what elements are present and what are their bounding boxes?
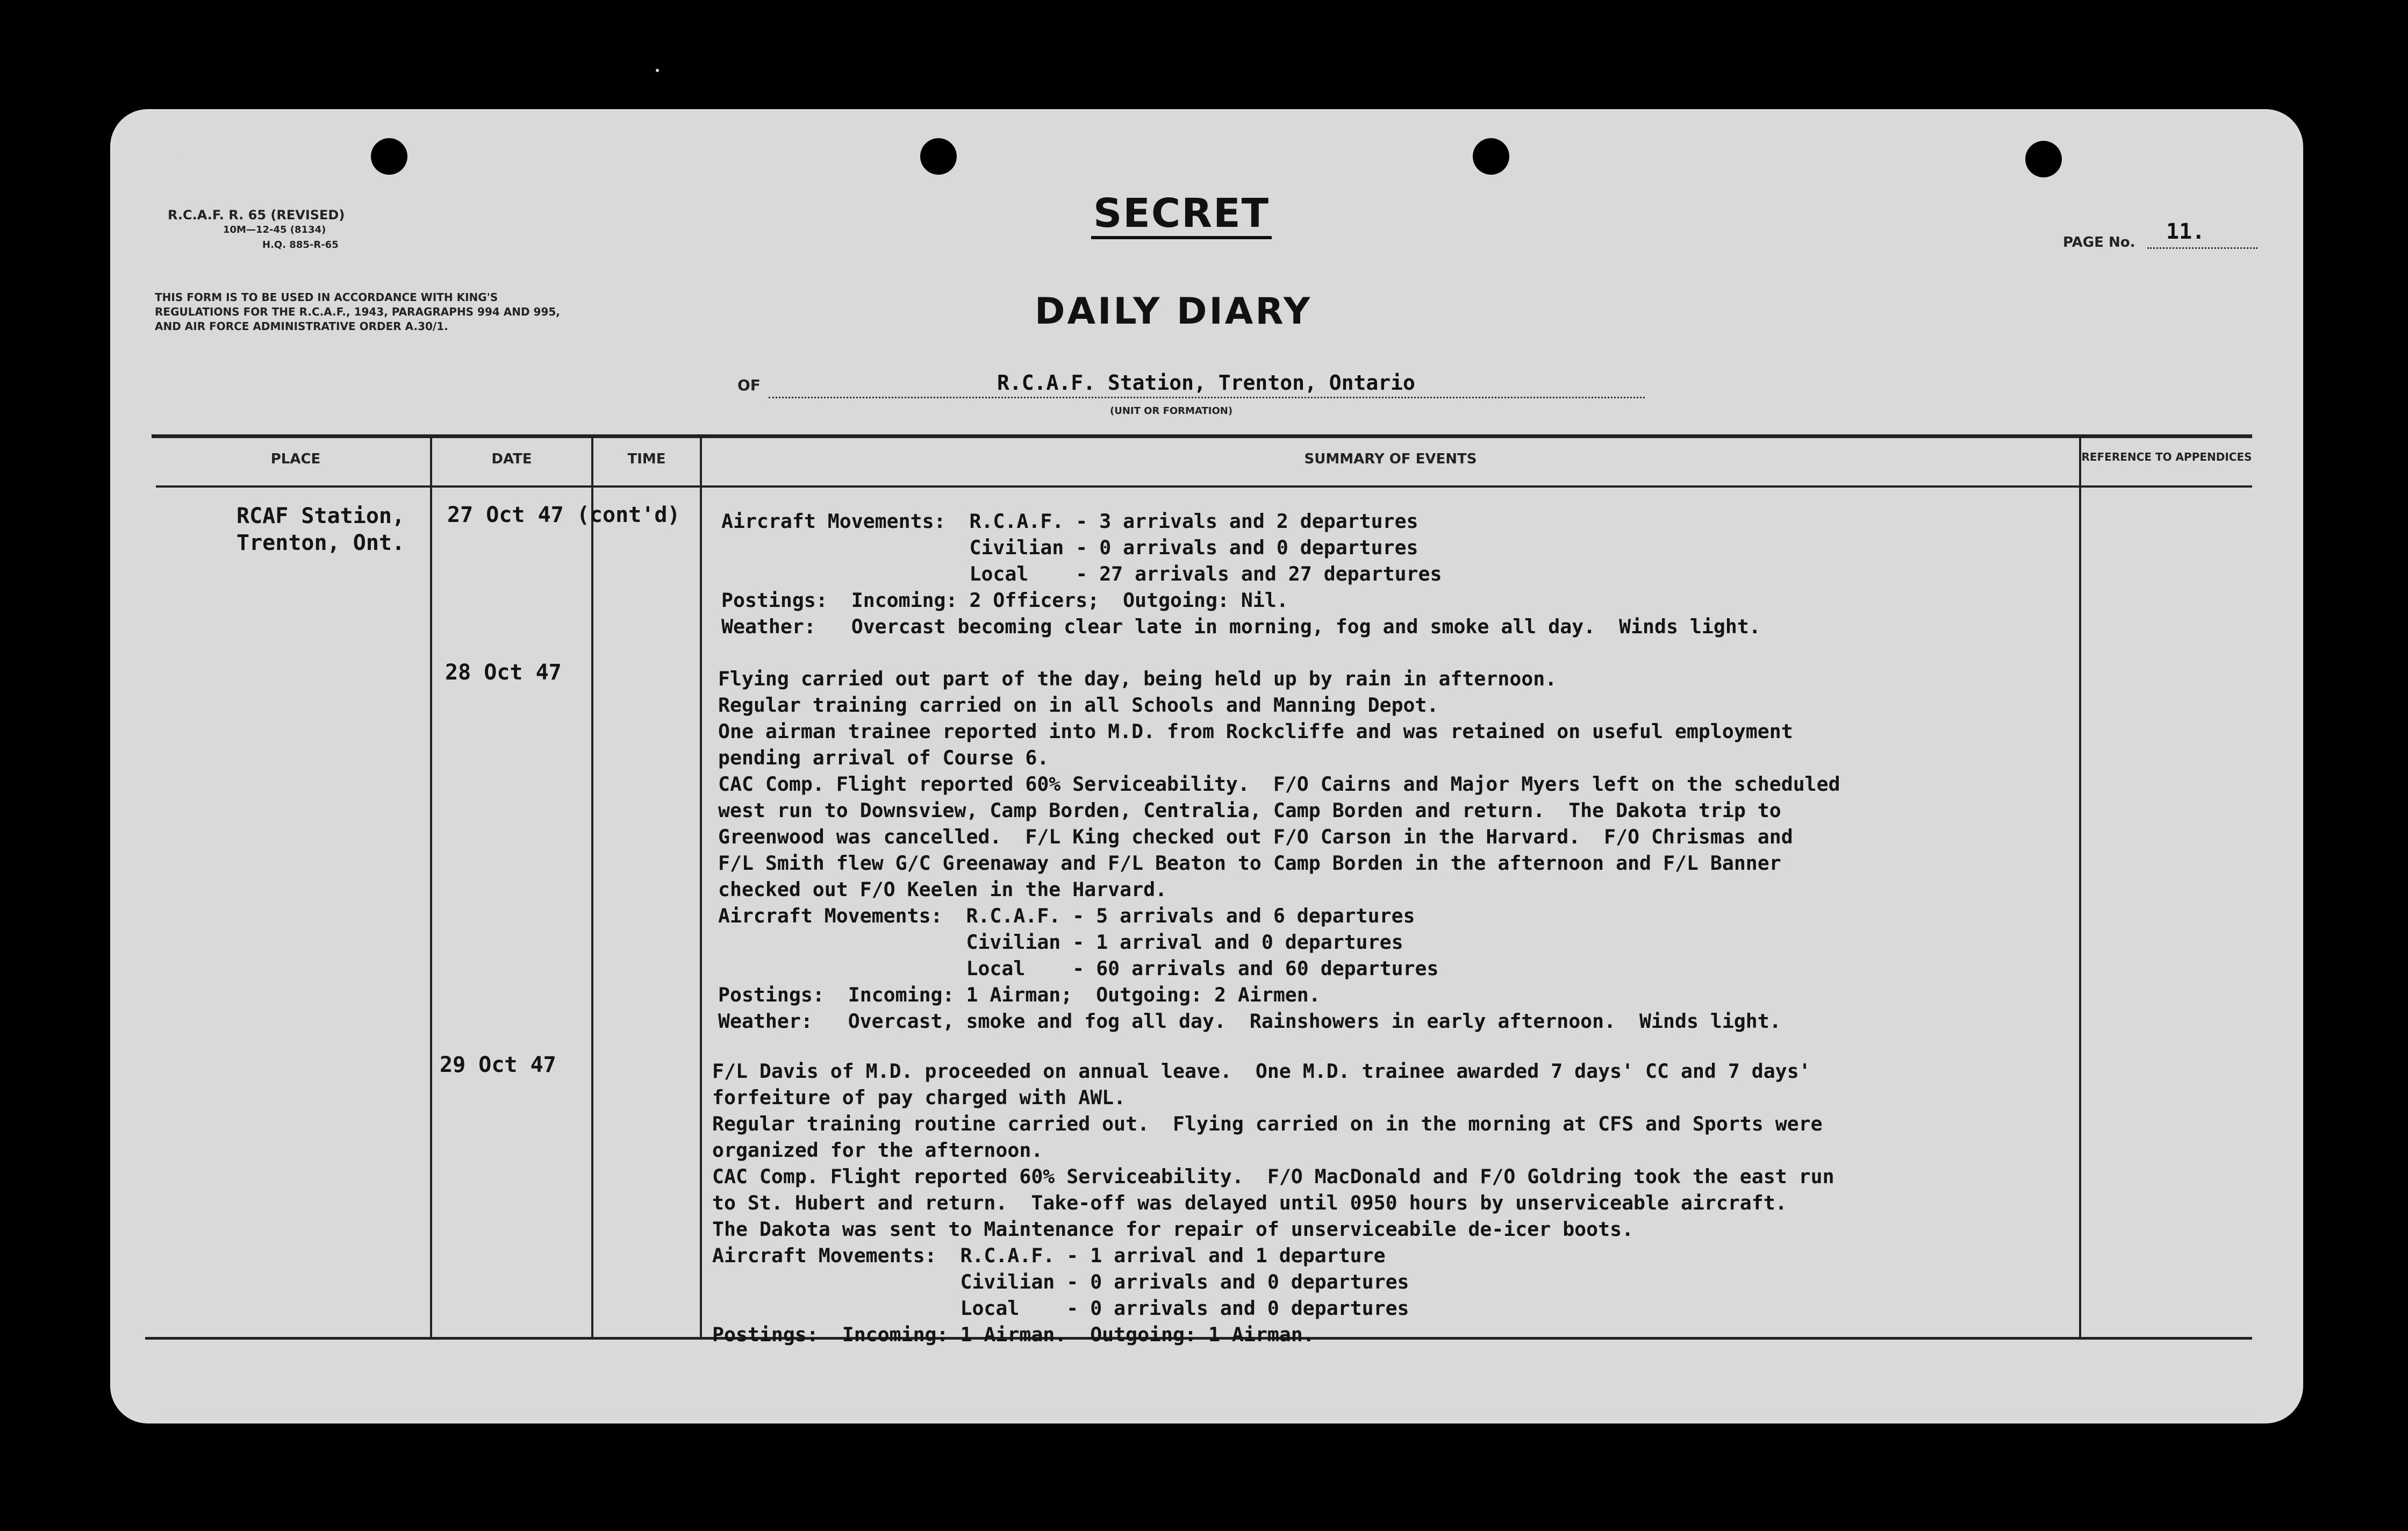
binder-hole [2025, 141, 2062, 177]
binder-hole [371, 138, 407, 175]
classification-heading: SECRET [1091, 191, 1272, 239]
table-header-rule [156, 485, 2252, 488]
column-header-time: TIME [627, 451, 666, 467]
entry-summary: Flying carried out part of the day, being held up by rain in afternoon. Regular training carried on in all Schools and Manning Depot. One airman trainee reported into M.D. from Rockcliffe and was retained on useful employment pending arrival of Course 6. CAC Comp. Flight reported 60% Serviceability. F/O Cairns and Major Myers left on the scheduled west run to Downsview, Camp Borden, Centralia, Camp Borden and return. The Dakota trip to Greenwood was cancelled. F/L King checked out F/O Carson in the Harvard. F/O Chrismas and F/L Smith flew G/C Greenaway and F/L Beaton to Camp Borden in the afternoon and F/L Banner checked out F/O Keelen in the Harvard. Aircraft Movements: R.C.A.F. - 5 arrivals and 6 departures Civilian - 1 arrival and 0 departures Local - 60 arrivals and 60 departures Postings: Incoming: 1 Airman; Outgoing: 2 Airmen. Weather: Overcast, smoke and fog all day. Rainshowers in early afternoon. Winds light. [718, 667, 1840, 1033]
film-speck [656, 69, 659, 72]
form-reference-line: R.C.A.F. R. 65 (REVISED) [168, 208, 345, 223]
column-header-place: PLACE [270, 451, 321, 467]
page-number-label: PAGE No. [2063, 234, 2135, 251]
column-divider [2079, 438, 2081, 1337]
entry-summary: Aircraft Movements: R.C.A.F. - 3 arrivals and 2 departures Civilian - 0 arrivals and 0 departures Local - 27 arrivals and 27 departures Postings: Incoming: 2 Officers; Outgoing: Nil. Weather: Overcast becoming clear late in morning, fog and smoke all day. Winds light. [721, 510, 1761, 638]
column-header-reference: REFERENCE TO APPENDICES [2081, 450, 2252, 463]
unit-caption: (UNIT OR FORMATION) [1110, 405, 1233, 417]
of-label: OF [737, 376, 761, 394]
place-cell: RCAF Station, Trenton, Ont. [236, 504, 405, 555]
binder-hole [920, 138, 957, 175]
column-header-summary: SUMMARY OF EVENTS [1304, 451, 1477, 467]
unit-line [769, 397, 1645, 398]
entry-summary: F/L Davis of M.D. proceeded on annual leave. One M.D. trainee awarded 7 days' CC and 7 days' forfeiture of pay charged with AWL. Regular training routine carried out. Flying carried on in the morning at CFS and Sports were organized for the afternoon. CAC Comp. Flight reported 60% Serviceability. F/O MacDonald and F/O Goldring took the east run to St. Hubert and return. Take-off was delayed until 0950 hours by unserviceable aircraft. The Dakota was sent to Maintenance for repair of unserviceabile de-icer boots. Aircraft Movements: R.C.A.F. - 1 arrival and 1 departure Civilian - 0 arrivals and 0 departures Local - 0 arrivals and 0 departures Postings: Incoming: 1 Airman. Outgoing: 1 Airman. [712, 1060, 1834, 1346]
film-speck [177, 161, 181, 164]
page-number: 11. [2166, 219, 2205, 244]
column-divider [700, 438, 702, 1337]
film-speck [126, 349, 130, 353]
entry-date: 27 Oct 47 (cont'd) [447, 503, 680, 527]
entry-date: 28 Oct 47 [445, 660, 562, 685]
form-reference-line: 10M—12-45 (8134) [223, 224, 326, 235]
page-number-line [2147, 247, 2258, 249]
entry-date: 29 Oct 47 [440, 1053, 556, 1077]
form-reference-line: H.Q. 885-R-65 [262, 239, 339, 251]
unit-name: R.C.A.F. Station, Trenton, Ontario [997, 371, 1415, 395]
column-header-date: DATE [491, 451, 532, 467]
column-divider [430, 438, 432, 1337]
table-top-rule [152, 434, 2252, 438]
regulations-notice: THIS FORM IS TO BE USED IN ACCORDANCE WITH KING'S REGULATIONS FOR THE R.C.A.F., 1943, PARAGRAPHS 994 AND 995, AND AIR FORCE ADMINISTRATIVE ORDER A.30/1. [155, 291, 560, 333]
page-title: DAILY DIARY [1035, 290, 1313, 333]
binder-hole [1473, 138, 1509, 175]
column-divider [591, 438, 593, 1337]
